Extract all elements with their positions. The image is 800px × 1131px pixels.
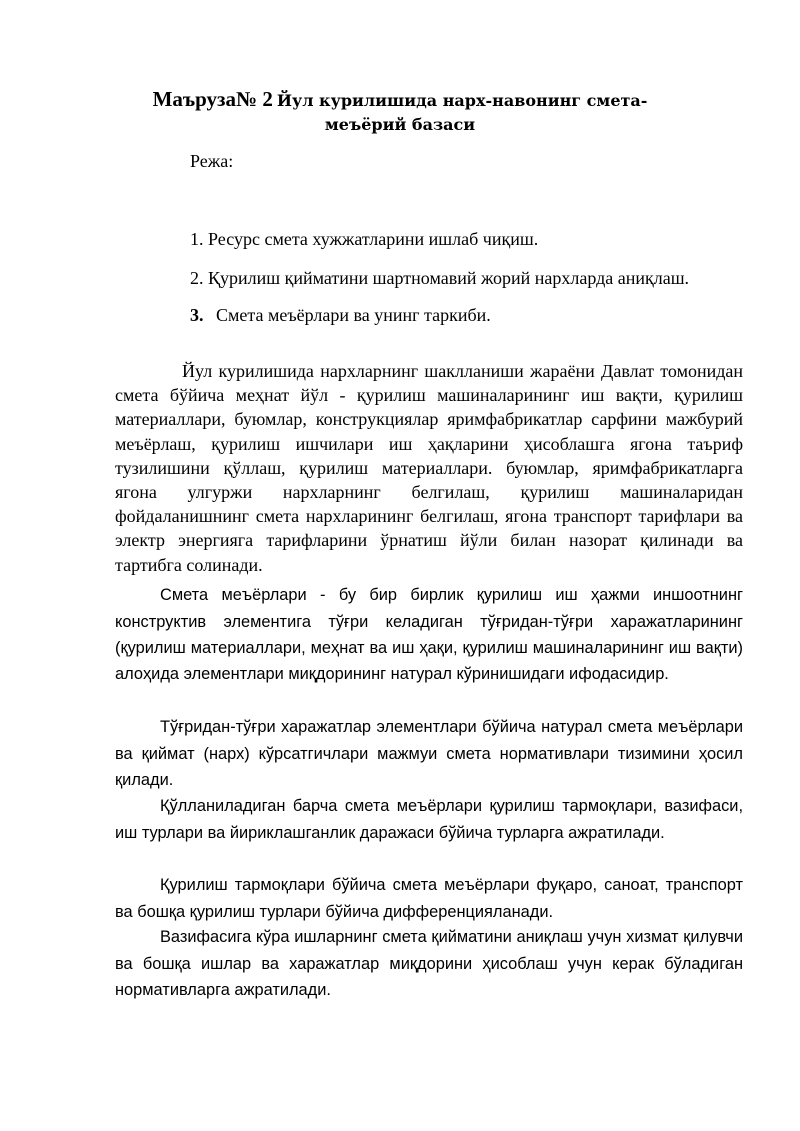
body-paragraph: Қўлланиладиган барча смета меъёрлари қурилиш тармоқлари, вазифаси, иш турлари ва йириклашганлик даражаси бўйича турларга ажратилади. [115, 797, 743, 842]
plan-item [190, 305, 491, 326]
plan-item-number: 1. [190, 229, 204, 249]
plan-item [190, 229, 538, 250]
body-paragraph: Смета меъёрлари - бу бир бирлик қурилиш иш ҳажми иншоотнинг конструктив элементига тўғри келадиган тўғридан-тўғри харажатларининг (қурилиш материаллари, меҳнат ва иш ҳақи, қурилиш машиналарининг иш вақти) алоҳида элементлари миқдорининг натурал кўринишидаги ифодасидир. [115, 586, 743, 683]
body-paragraph: Тўғридан-тўғри харажатлар элементлари бўйича натурал смета меъёрлари ва қиймат (нарх) кўрсатгичлари мажмуи смета нормативлари тизимини ҳосил қилади. [115, 718, 743, 789]
lecture-topic-line2: меъёрий базаси [324, 115, 476, 134]
body-paragraph: Вазифасига кўра ишларнинг смета қийматини аниқлаш учун хизмат қилувчи ва бошқа ишлар ва харажатлар миқдорини ҳисоблаш учун керак бўладиган нормативларга ажратилади. [115, 928, 743, 999]
plan-item-text: Смета меъёрлари ва унинг таркиби. [216, 305, 491, 325]
plan-item-number: 3. [190, 305, 204, 325]
lecture-number: Маъруза№ 2 [152, 87, 273, 111]
lecture-topic-line1: Йул курилишида нарх-навонинг смета- [276, 91, 648, 110]
plan-item-number: 2. [190, 268, 204, 288]
body-paragraph: Йул курилишида нархларнинг шаклланиши жараёни Давлат томонидан смета бўйича меҳнат йўл - қурилиш машиналарининг иш вақти, қурилиш материаллари, буюмлар, конструкциялар яримфабрикатлар сарфини мажбурий меъёрлаш, қурилиш ишчилари иш ҳақларини ҳисоблашга ягона таъриф тузилишини қўллаш, қурилиш материаллари. буюмлар, яримфабрикатларга ягона улгуржи нархларнинг белгилаш, қурилиш машиналаридан фойдаланишнинг смета нархларининг белгилаш, ягона транспорт тарифлари ва электр энергияга тарифларини ўрнатиш йўли билан назорат қилинади ва тартибга солинади. [115, 361, 743, 575]
plan-item-text: Қурилиш қийматини шартномавий жорий нархларда аниқлаш. [208, 268, 690, 288]
plan-item-text: Ресурс смета хужжатларини ишлаб чиқиш. [208, 229, 539, 249]
plan-item [190, 268, 689, 289]
body-paragraph: Қурилиш тармоқлари бўйича смета меъёрлари фуқаро, саноат, транспорт ва бошқа қурилиш турлари бўйича дифференцияланади. [115, 876, 743, 921]
lecture-title [0, 84, 800, 117]
plan-label: Режа: [190, 151, 234, 171]
